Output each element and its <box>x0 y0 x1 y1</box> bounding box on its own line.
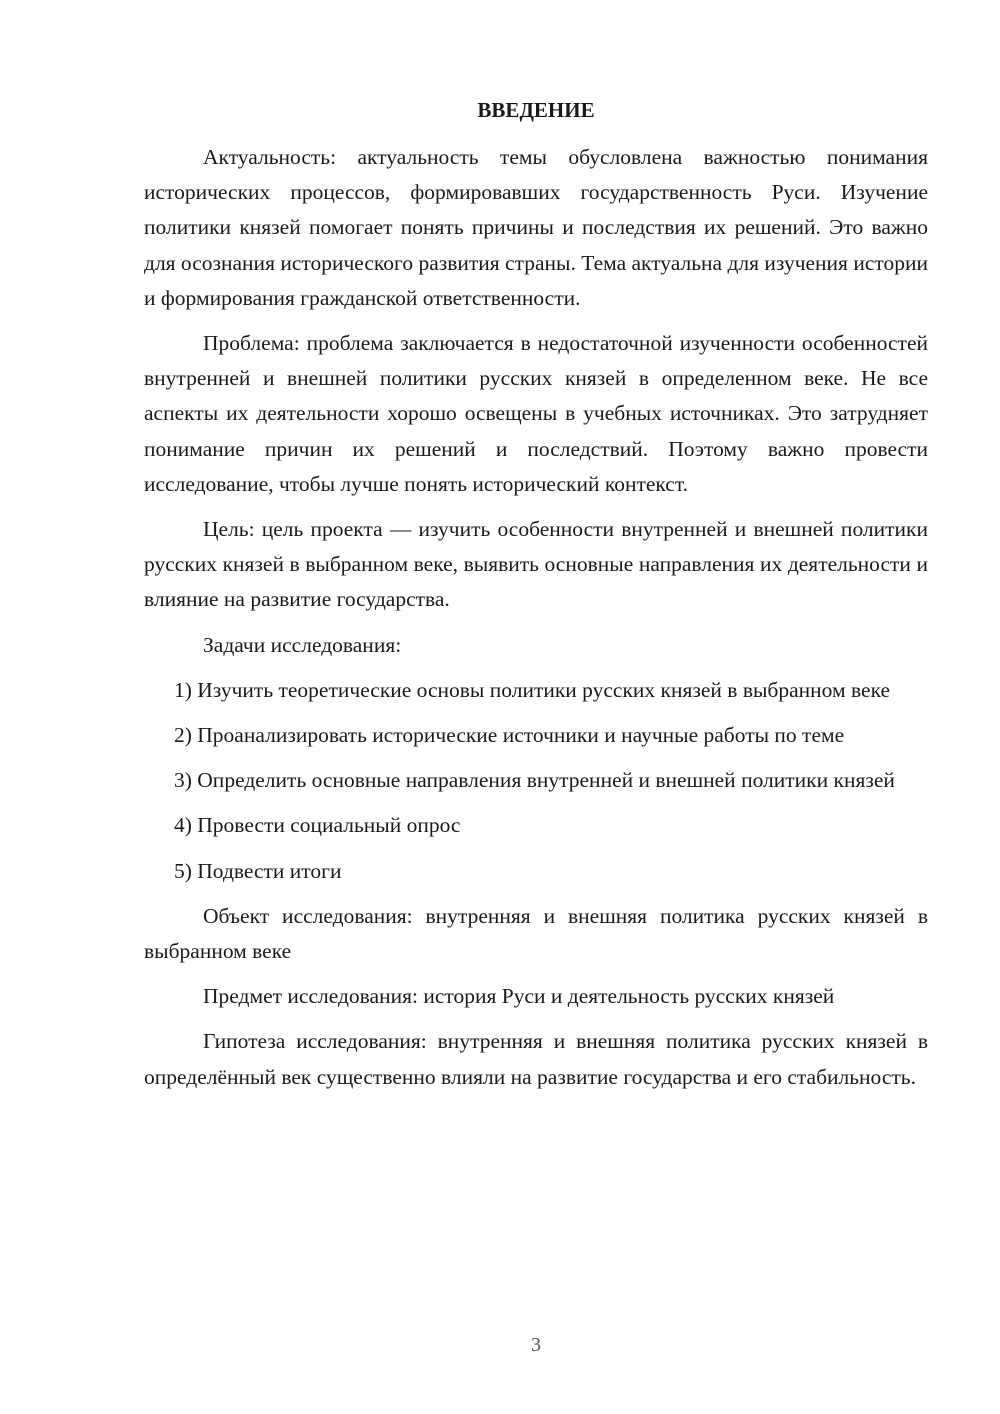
object-paragraph: Объект исследования: внутренняя и внешняя политика русских князей в выбранном веке <box>144 903 928 964</box>
goal-paragraph: Цель: цель проекта — изучить особенности внутренней и внешней политики русских князей в выбранном веке, выявить основные направления их деятельности и влияние на развитие государства. <box>144 517 928 612</box>
problem-paragraph: Проблема: проблема заключается в недостаточной изученности особенностей внутренней и внешней политики русских князей в определенном веке. Не все аспекты их деятельности хорошо освещены в учебных источниках. Это затрудняет понимание причин их решений и последствий. Поэтому важно провести исследование, чтобы лучше понять исторический контекст. <box>144 331 928 496</box>
relevance-paragraph: Актуальность: актуальность темы обусловлена важностью понимания исторических процессов, формировавших государственность Руси. Изучение политики князей помогает понять причины и последствия их решений. Это важно для осознания исторического развития страны. Тема актуальна для изучения истории и формирования гражданской ответственности. <box>144 145 928 310</box>
task-item-2: 2) Проанализировать исторические источники и научные работы по теме <box>174 723 845 748</box>
task-item-3: 3) Определить основные направления внутренней и внешней политики князей <box>174 768 895 793</box>
task-item-5: 5) Подвести итоги <box>174 858 342 883</box>
tasks-heading: Задачи исследования: <box>203 632 402 657</box>
section-title: ВВЕДЕНИЕ <box>477 98 595 122</box>
subject-paragraph: Предмет исследования: история Руси и деятельность русских князей <box>203 984 835 1009</box>
task-item-4: 4) Провести социальный опрос <box>174 813 461 838</box>
task-item-1: 1) Изучить теоретические основы политики русских князей в выбранном веке <box>174 677 891 702</box>
document-page <box>144 92 928 1095</box>
page-number: 3 <box>531 1334 541 1356</box>
hypothesis-paragraph: Гипотеза исследования: внутренняя и внешняя политика русских князей в определённый век существенно влияли на развитие государства и его стабильность. <box>144 1029 928 1089</box>
